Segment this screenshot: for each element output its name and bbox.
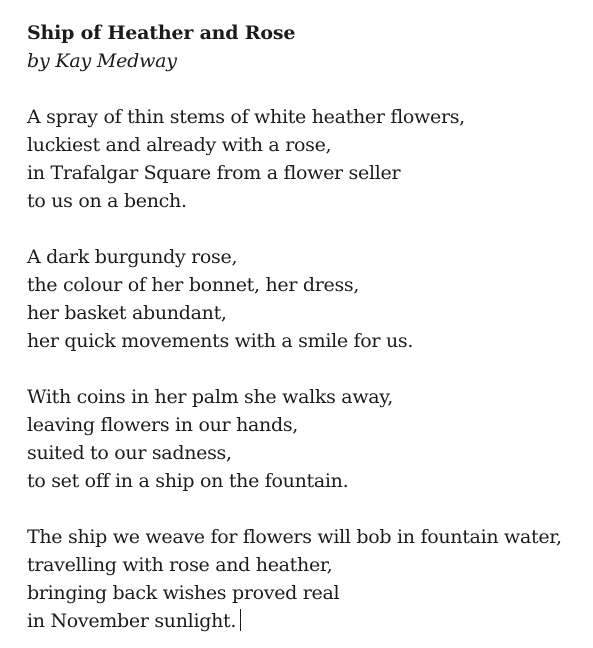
poem-line: A dark burgundy rose, xyxy=(27,246,238,268)
poem-document[interactable] xyxy=(27,19,587,635)
poem-line: A spray of thin stems of white heather flowers, xyxy=(27,106,465,128)
poem-line: bringing back wishes proved real xyxy=(27,582,340,604)
poem-line: With coins in her palm she walks away, xyxy=(27,386,393,408)
poem-line-last xyxy=(27,607,587,635)
poem-line: The ship we weave for flowers will bob in fountain water, xyxy=(27,526,562,548)
poem-author: by Kay Medway xyxy=(27,50,177,72)
stanza-1 xyxy=(27,103,587,215)
poem-line: her basket abundant, xyxy=(27,302,227,324)
poem-line-text: in November sunlight. xyxy=(27,610,237,632)
poem-title: Ship of Heather and Rose xyxy=(27,22,296,44)
stanza-2 xyxy=(27,243,587,355)
poem-line: suited to our sadness, xyxy=(27,442,232,464)
stanza-4 xyxy=(27,523,587,635)
text-cursor xyxy=(240,609,241,631)
poem-line: travelling with rose and heather, xyxy=(27,554,333,576)
poem-line: her quick movements with a smile for us. xyxy=(27,330,414,352)
poem-line: to set off in a ship on the fountain. xyxy=(27,470,349,492)
poem-line: to us on a bench. xyxy=(27,190,187,212)
stanza-3 xyxy=(27,383,587,495)
poem-line: luckiest and already with a rose, xyxy=(27,134,332,156)
poem-line: the colour of her bonnet, her dress, xyxy=(27,274,360,296)
poem-line: in Trafalgar Square from a flower seller xyxy=(27,162,401,184)
poem-line: leaving flowers in our hands, xyxy=(27,414,299,436)
